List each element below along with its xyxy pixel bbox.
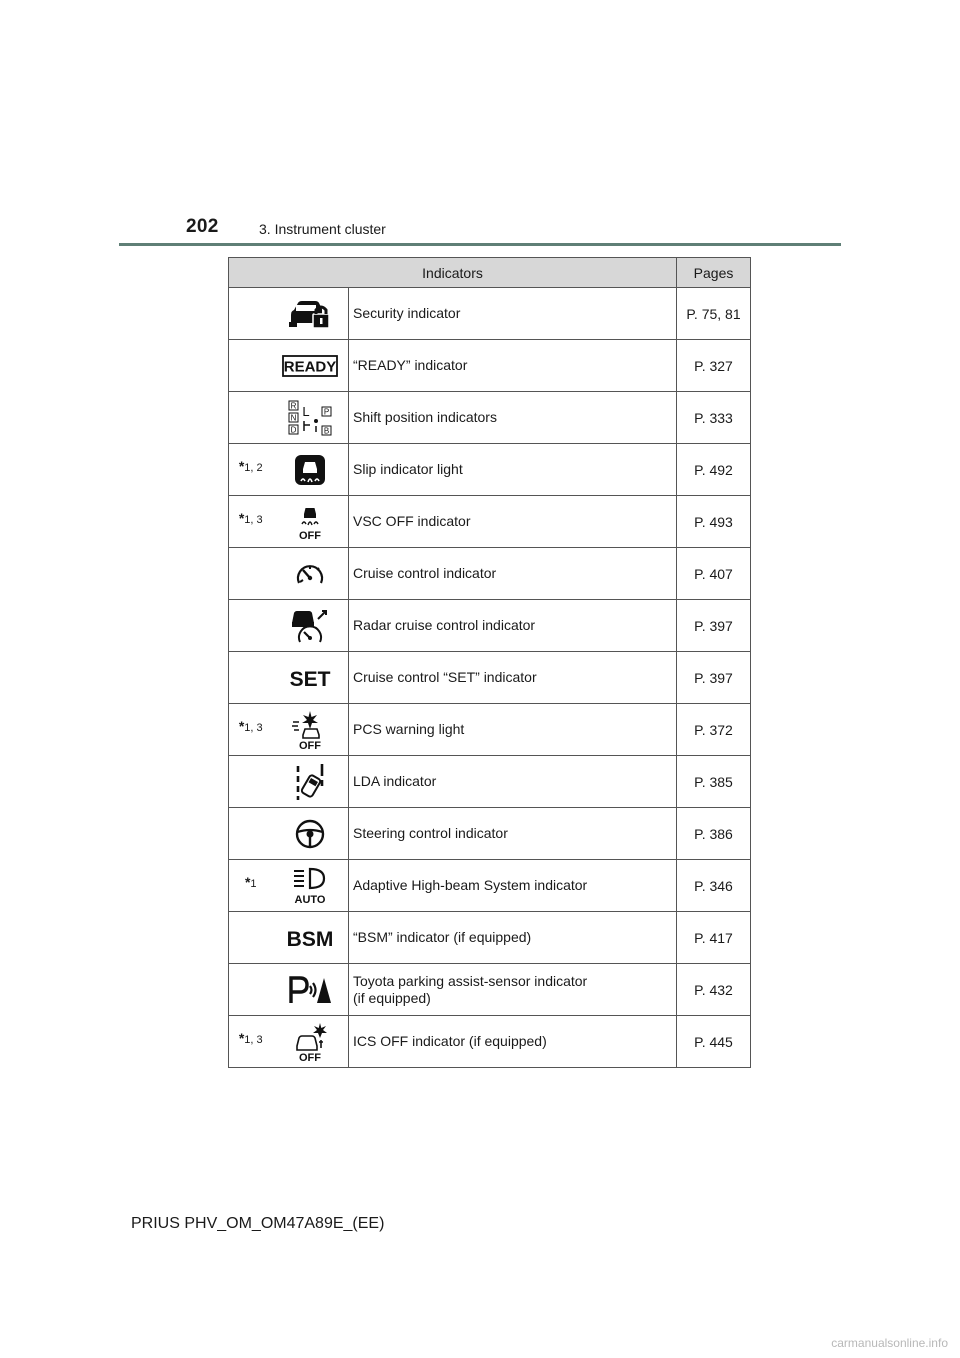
page-reference: P. 432	[677, 964, 751, 1016]
indicator-name: PCS warning light	[349, 704, 677, 756]
asterisk-icon: *	[238, 510, 245, 526]
radar-cruise-icon	[288, 607, 332, 645]
svg-text:READY: READY	[283, 358, 337, 375]
svg-text:R: R	[290, 401, 297, 410]
svg-text:L: L	[302, 403, 310, 419]
page-number: 202	[186, 216, 219, 237]
table-row	[229, 964, 751, 1016]
table-row	[229, 548, 751, 600]
page-reference: P. 492	[677, 444, 751, 496]
note-cell	[229, 756, 273, 808]
note-cell	[229, 652, 273, 704]
table-row	[229, 704, 751, 756]
page-reference: P. 75, 81	[677, 288, 751, 340]
indicator-name: Radar cruise control indicator	[349, 600, 677, 652]
note-cell: *1, 3	[229, 496, 273, 548]
indicator-name: Cruise control “SET” indicator	[349, 652, 677, 704]
indicator-name: LDA indicator	[349, 756, 677, 808]
table-row	[229, 756, 751, 808]
page-reference: P. 327	[677, 340, 751, 392]
indicator-name-line: (if equipped)	[353, 989, 431, 1006]
note-cell: *1	[229, 860, 273, 912]
indicator-name: Shift position indicators	[349, 392, 677, 444]
note-cell: *1, 3	[229, 1016, 273, 1068]
page-reference: P. 417	[677, 912, 751, 964]
page-reference: P. 372	[677, 704, 751, 756]
svg-text:N: N	[290, 413, 297, 422]
svg-text:OFF: OFF	[299, 529, 322, 542]
ics-off-icon	[289, 1021, 331, 1063]
page-reference: P. 386	[677, 808, 751, 860]
indicator-name: VSC OFF indicator	[349, 496, 677, 548]
parking-assist-icon	[287, 974, 333, 1006]
page-reference: P. 445	[677, 1016, 751, 1068]
note-cell	[229, 288, 273, 340]
page-reference: P. 346	[677, 860, 751, 912]
table-row	[229, 652, 751, 704]
note-cell	[229, 912, 273, 964]
asterisk-icon: *	[238, 718, 245, 734]
security-icon	[287, 299, 333, 329]
slip-indicator-icon	[294, 454, 326, 486]
vsc-off-icon	[293, 502, 327, 542]
svg-text:D: D	[290, 425, 297, 434]
indicator-name: Security indicator	[349, 288, 677, 340]
cruise-control-icon	[294, 559, 326, 589]
ready-icon	[282, 355, 338, 377]
indicator-name: Steering control indicator	[349, 808, 677, 860]
note-cell	[229, 340, 273, 392]
svg-text:B: B	[324, 426, 330, 435]
table-row	[229, 288, 751, 340]
section-title: 3. Instrument cluster	[259, 221, 386, 237]
header-rule	[119, 243, 841, 246]
svg-text:AUTO: AUTO	[294, 893, 326, 906]
page-reference: P. 407	[677, 548, 751, 600]
table-row	[229, 912, 751, 964]
page-reference: P. 397	[677, 652, 751, 704]
indicator-name	[349, 964, 677, 1016]
watermark-link[interactable]: carmanualsonline.info	[831, 1336, 948, 1350]
indicator-name: ICS OFF indicator (if equipped)	[349, 1016, 677, 1068]
note-cell	[229, 548, 273, 600]
page-reference: P. 385	[677, 756, 751, 808]
table-row	[229, 392, 751, 444]
indicator-name: Cruise control indicator	[349, 548, 677, 600]
svg-text:SET: SET	[289, 667, 331, 690]
steering-control-icon	[294, 818, 326, 850]
table-header-row	[229, 258, 751, 288]
pcs-warning-icon	[290, 709, 330, 751]
indicator-name-line: Toyota parking assist-sensor indicator	[353, 972, 588, 989]
asterisk-icon: *	[238, 458, 245, 474]
note-cell: *1, 2	[229, 444, 273, 496]
table-row	[229, 600, 751, 652]
svg-text:OFF: OFF	[299, 739, 322, 751]
table-row	[229, 496, 751, 548]
page-reference: P. 397	[677, 600, 751, 652]
bsm-icon	[285, 925, 335, 951]
note-cell	[229, 964, 273, 1016]
indicators-table	[228, 257, 751, 1068]
lda-icon	[292, 762, 328, 802]
note-cell: *1, 3	[229, 704, 273, 756]
note-cell	[229, 392, 273, 444]
note-cell	[229, 600, 273, 652]
table-row	[229, 340, 751, 392]
note-cell	[229, 808, 273, 860]
table-row	[229, 860, 751, 912]
set-icon	[288, 666, 332, 690]
table-row	[229, 1016, 751, 1068]
document-id: PRIUS PHV_OM_OM47A89E_(EE)	[131, 1215, 385, 1232]
column-header-pages: Pages	[677, 258, 751, 288]
adaptive-high-beam-icon	[290, 866, 330, 906]
asterisk-icon: *	[238, 1030, 245, 1046]
page-reference: P. 493	[677, 496, 751, 548]
asterisk-icon: *	[244, 874, 251, 890]
table-row	[229, 808, 751, 860]
svg-text:BSM: BSM	[286, 927, 334, 951]
shift-position-icon	[286, 399, 334, 437]
indicator-name: “BSM” indicator (if equipped)	[349, 912, 677, 964]
svg-text:P: P	[324, 407, 330, 416]
svg-text:OFF: OFF	[299, 1051, 322, 1063]
indicator-name: “READY” indicator	[349, 340, 677, 392]
indicator-name: Slip indicator light	[349, 444, 677, 496]
column-header-indicators: Indicators	[229, 258, 677, 288]
indicator-name: Adaptive High-beam System indicator	[349, 860, 677, 912]
page-reference: P. 333	[677, 392, 751, 444]
table-row	[229, 444, 751, 496]
